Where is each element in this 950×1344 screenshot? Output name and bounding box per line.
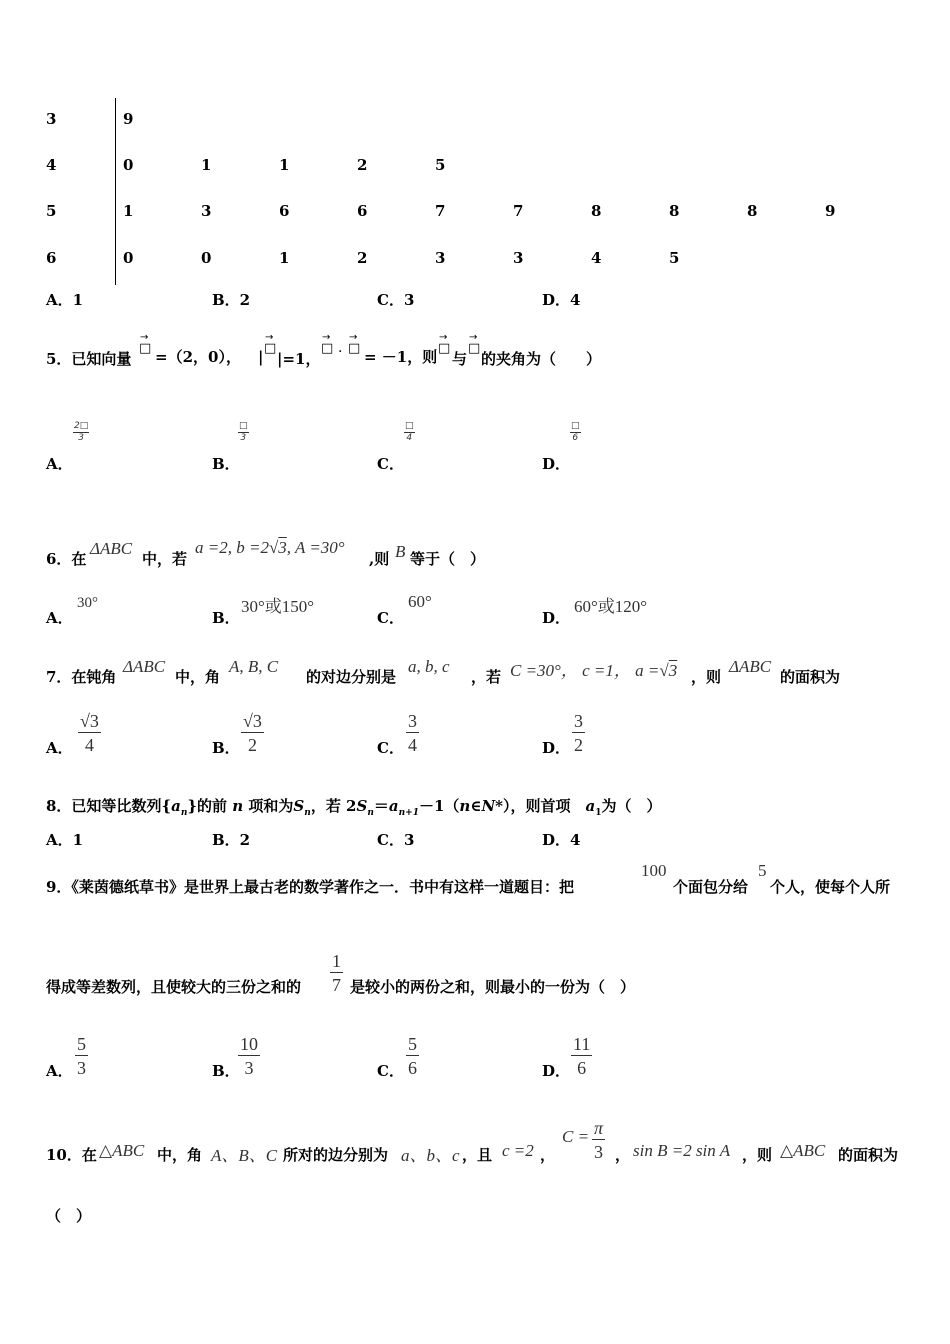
leaf-value: 2 <box>357 156 368 174</box>
leaf-value: 1 <box>279 156 290 174</box>
q9-option-b-label: B． <box>212 1062 240 1080</box>
q6-option-b-label: B． <box>212 609 240 627</box>
q9-fraction: $\frac{1}{7}$ <box>332 951 341 995</box>
q8-option-c: C．3 <box>377 831 415 849</box>
q7-option-a-label: A． <box>46 739 73 757</box>
q9-line1-c: 个人，使每个人所 <box>770 878 891 896</box>
leaf-value: 3 <box>201 202 212 220</box>
leaf-value: 8 <box>591 202 602 220</box>
q7-mid2: 的对边分别是 <box>306 668 397 686</box>
leaf-value: 0 <box>123 156 134 174</box>
q4-option-b: B．2 <box>212 291 251 309</box>
q5-and: 与 <box>452 350 468 368</box>
q10-comma-2: ， <box>615 1146 631 1164</box>
q5-vector-a: → □ <box>139 332 152 356</box>
q4-option-c: C．3 <box>377 291 415 309</box>
q6-option-c-label: C． <box>377 609 404 627</box>
q7-suffix: 的面积为 <box>780 668 841 686</box>
leaf-value: 0 <box>201 249 212 267</box>
q7-condition: C =30°， c =1， a =√3 <box>510 661 678 680</box>
q10-sin-condition: sin B =2 sin A <box>633 1141 731 1160</box>
q6-triangle: ΔABC <box>90 539 133 558</box>
q5-option-c-label: C． <box>377 455 404 473</box>
q10-mid4: ，则 <box>742 1146 773 1164</box>
leaf-value: 4 <box>591 249 602 267</box>
q6-option-d-value: 60°或120° <box>574 597 648 616</box>
q5-vector-b: → □ <box>264 332 277 356</box>
q6-prefix: 6．在 <box>46 550 87 568</box>
leaf-value: 5 <box>669 249 680 267</box>
q9-option-c-label: C． <box>377 1062 404 1080</box>
q4-option-d: D．4 <box>542 291 581 309</box>
q8-stem: 8．已知等比数列$\{a_n\}$的前 n 项和为$S_n$，若 $2S_n=a_{n+1}-1(n\in N*)$，则首项 $a_1$为（ ） <box>46 797 662 818</box>
stem-leaf-divider <box>115 98 116 285</box>
stem-value: 5 <box>46 202 57 220</box>
stem-value: 3 <box>46 110 57 128</box>
leaf-value: 6 <box>357 202 368 220</box>
q6-then: ,则 <box>369 550 390 568</box>
q7-angles: A, B, C <box>229 657 279 676</box>
q5-dot-eq: = －1，则 <box>364 348 438 366</box>
q9-option-d-fraction: $\frac{11}{6}$ <box>573 1034 591 1078</box>
q9-line1-b: 个面包分给 <box>673 878 749 896</box>
q7-option-a-fraction: $\frac{√3}{4}$ <box>80 711 99 755</box>
q5-dot-vector-a: → □ <box>321 332 334 356</box>
q5-mag-eq: |=1， <box>277 350 321 368</box>
q5-bar: | <box>258 348 264 366</box>
q10-angles: A、B、C <box>211 1146 278 1165</box>
leaf-value: 9 <box>825 202 836 220</box>
q5-option-c-fraction: □ 4 <box>405 421 414 443</box>
q5-option-a-label: A． <box>46 455 73 473</box>
leaf-value: 2 <box>357 249 368 267</box>
q7-triangle: ΔABC <box>123 657 166 676</box>
q10-pi-over-3: $\frac{\pi}{3}$ <box>594 1118 604 1162</box>
q5-prefix: 5．已知向量 <box>46 350 132 368</box>
q6-option-d-label: D． <box>542 609 571 627</box>
q5-option-b-fraction: □ 3 <box>239 421 248 443</box>
leaf-value: 0 <box>123 249 134 267</box>
q7-triangle-2: ΔABC <box>729 657 772 676</box>
q6-mid: 中，若 <box>142 550 188 568</box>
stem-value: 4 <box>46 156 57 174</box>
q8-option-d: D．4 <box>542 831 581 849</box>
q9-num-5: 5 <box>758 861 767 880</box>
q9-line1-a: 9．《莱茵德纸草书》是世界上最古老的数学著作之一．书中有这样一道题目：把 <box>46 878 574 896</box>
q6-option-a-label: A． <box>46 609 73 627</box>
q10-triangle: △ABC <box>99 1141 145 1160</box>
q9-option-c-fraction: $\frac{5}{6}$ <box>408 1034 417 1078</box>
q5-option-a-fraction: 2□ 3 <box>74 421 89 443</box>
q7-option-c-label: C． <box>377 739 404 757</box>
q10-suffix: 的面积为 <box>838 1146 899 1164</box>
leaf-value: 3 <box>435 249 446 267</box>
q5-angle-vector-b: → □ <box>468 332 481 356</box>
q9-option-d-label: D． <box>542 1062 571 1080</box>
q10-C-eq: C = <box>562 1127 590 1146</box>
q10-mid2: 所对的边分别为 <box>283 1146 389 1164</box>
q5-dot-vector-b: → □ <box>348 332 361 356</box>
leaf-value: 1 <box>201 156 212 174</box>
q10-triangle-2: △ABC <box>780 1141 826 1160</box>
leaf-value: 7 <box>435 202 446 220</box>
q5-vector-eq: =（2，0）， <box>155 348 241 366</box>
q6-option-b-value: 30°或150° <box>241 597 315 616</box>
q7-option-b-fraction: $\frac{√3}{2}$ <box>243 711 262 755</box>
q10-cond-c: c =2 <box>502 1141 534 1160</box>
leaf-value: 5 <box>435 156 446 174</box>
leaf-value: 7 <box>513 202 524 220</box>
leaf-value: 9 <box>123 110 134 128</box>
q5-option-d-fraction: □ 6 <box>571 421 580 443</box>
q10-blank: （ ） <box>46 1207 92 1225</box>
q7-prefix: 7．在钝角 <box>46 668 117 686</box>
leaf-value: 6 <box>279 202 290 220</box>
q5-dot: · <box>338 344 343 360</box>
q6-option-a-value: 30° <box>77 595 98 611</box>
q9-option-a-label: A． <box>46 1062 73 1080</box>
leaf-value: 1 <box>279 249 290 267</box>
q10-mid1: 中，角 <box>157 1146 203 1164</box>
q5-option-b-label: B． <box>212 455 240 473</box>
q10-mid3: ，且 <box>462 1146 493 1164</box>
q9-line2-a: 得成等差数列，且使较大的三份之和的 <box>46 978 302 996</box>
q9-option-a-fraction: $\frac{5}{3}$ <box>77 1034 86 1078</box>
q7-option-c-fraction: $\frac{3}{4}$ <box>408 711 417 755</box>
q5-angle-vector-a: → □ <box>438 332 451 356</box>
q7-mid4: ，则 <box>691 668 722 686</box>
q10-sides: a、b、c <box>401 1146 460 1165</box>
q9-line2-b: 是较小的两份之和，则最小的一份为（ ） <box>350 978 636 996</box>
q7-option-d-fraction: $\frac{3}{2}$ <box>574 711 583 755</box>
q5-suffix: 的夹角为（ ） <box>481 350 602 368</box>
leaf-value: 8 <box>747 202 758 220</box>
q9-num-100: 100 <box>641 861 667 880</box>
q8-option-a: A．1 <box>46 831 84 849</box>
q9-option-b-fraction: $\frac{10}{3}$ <box>240 1034 258 1078</box>
q4-option-a: A．1 <box>46 291 84 309</box>
q7-option-d-label: D． <box>542 739 571 757</box>
q6-condition: a =2, b =2√3, A =30° <box>195 538 345 557</box>
q10-comma: ， <box>540 1146 556 1164</box>
q8-option-b: B．2 <box>212 831 251 849</box>
stem-value: 6 <box>46 249 57 267</box>
q7-mid3: ，若 <box>471 668 502 686</box>
q6-suffix: 等于（ ） <box>410 550 486 568</box>
q6-B: B <box>395 542 406 561</box>
leaf-value: 8 <box>669 202 680 220</box>
q7-mid1: 中，角 <box>175 668 221 686</box>
q7-sides: a, b, c <box>408 657 450 676</box>
q5-option-d-label: D． <box>542 455 571 473</box>
q7-option-b-label: B． <box>212 739 240 757</box>
q6-option-c-value: 60° <box>408 592 432 611</box>
q10-prefix: 10．在 <box>46 1146 97 1164</box>
leaf-value: 1 <box>123 202 134 220</box>
leaf-value: 3 <box>513 249 524 267</box>
